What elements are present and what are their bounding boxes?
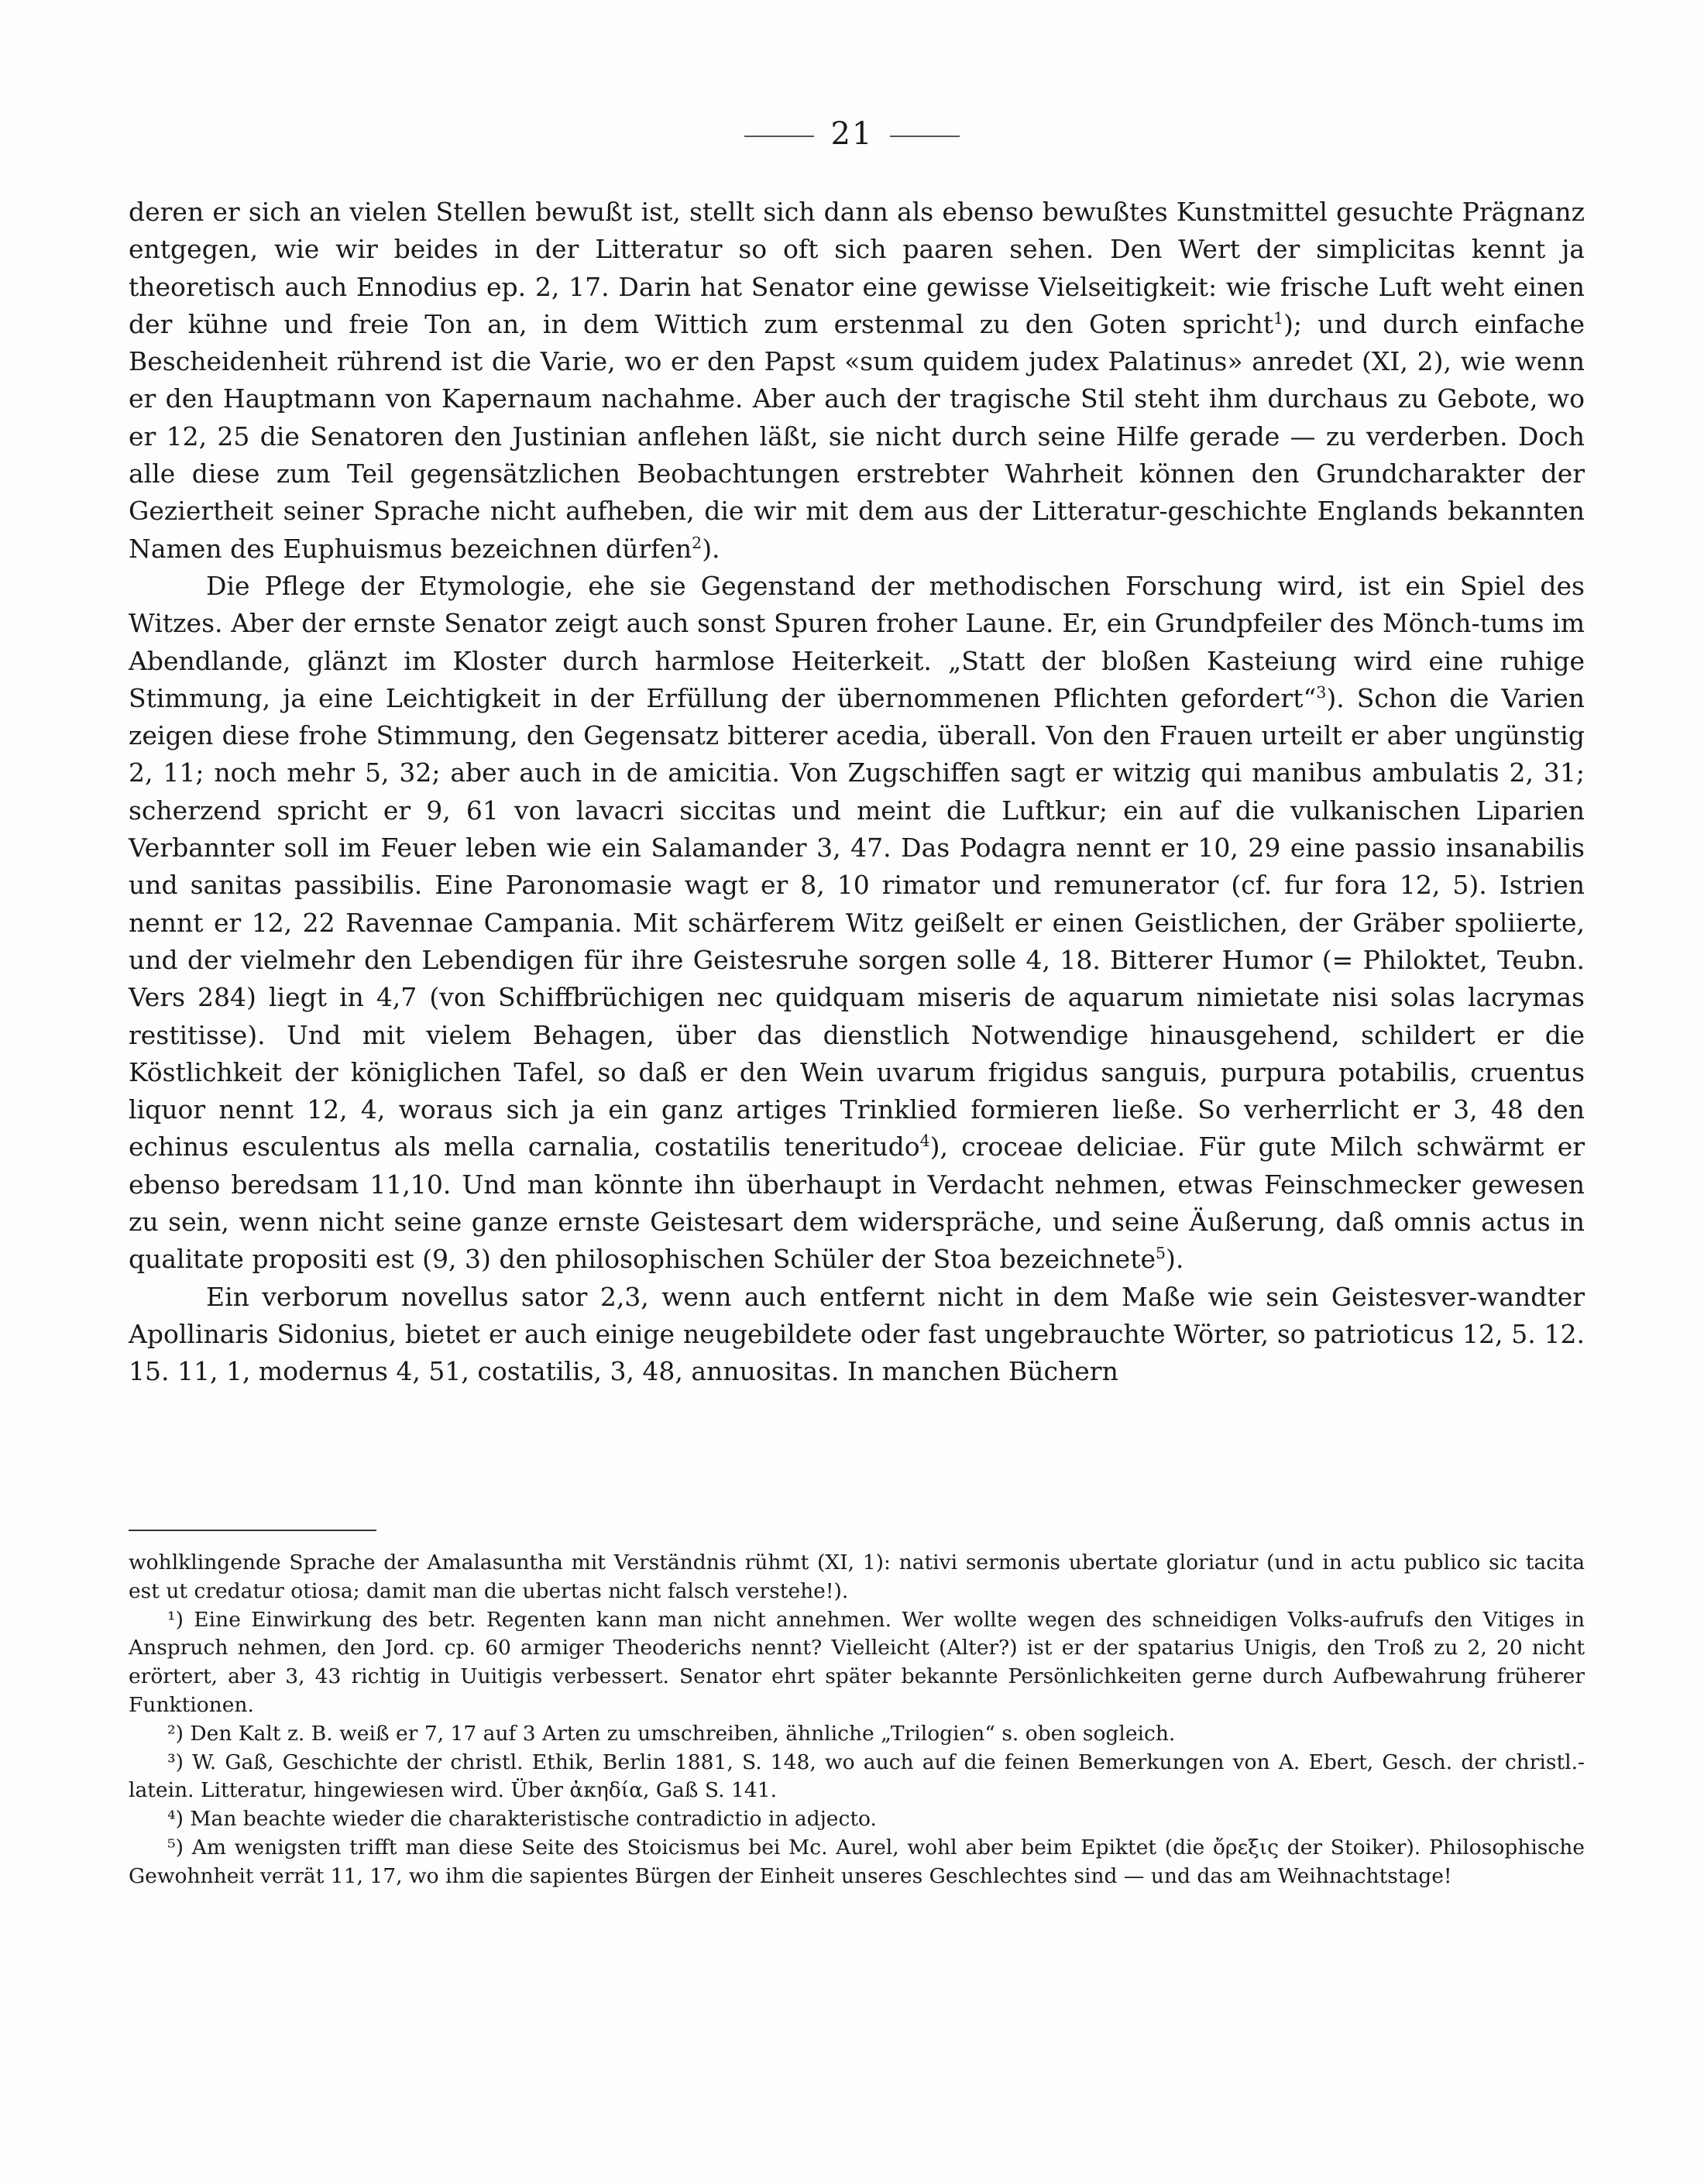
paragraph-2 <box>129 568 1585 1279</box>
footnotes <box>129 1549 1585 1891</box>
header-dash-right <box>890 136 960 137</box>
paragraph-2-text-d: ). <box>1166 1244 1184 1275</box>
footnote-4: ⁴) Man beachte wieder die charakteristische contradictio in adjecto. <box>167 1807 877 1832</box>
footnote-2: ²) Den Kalt z. B. weiß er 7, 17 auf 3 Arten zu umschreiben, ähnliche „Trilogien“ s. oben sogleich. <box>167 1721 1176 1746</box>
footnote-ref-5: 5 <box>1155 1244 1166 1263</box>
footnote-3: ³) W. Gaß, Geschichte der christl. Ethik, Berlin 1881, S. 148, wo auch auf die feinen Bemerkungen von A. Ebert, Gesch. der christl.-latein. Litteratur, hingewiesen wird. Über ἀκηδία, Gaß S. 141. <box>129 1750 1585 1803</box>
footnote-1: ¹) Eine Einwirkung des betr. Regenten kann man nicht annehmen. Wer wollte wegen des schneidigen Volks-aufrufs den Vitiges in Anspruch nehmen, den Jord. cp. 60 armiger Theoderichs nennt? Vielleicht (Alter?) ist er der spatarius Unigis, den Troß zu 2, 20 nicht erörtert, aber 3, 43 richtig in Uuitigis verbessert. Senator ehrt später bekannte Persönlichkeiten gerne durch Aufbewahrung früherer Funktionen. <box>129 1607 1585 1717</box>
footnote-ref-1: 1 <box>1273 308 1283 328</box>
footnote-rule <box>129 1530 376 1531</box>
paragraph-3-text: Ein verborum novellus sator 2,3, wenn auch entfernt nicht in dem Maße wie sein Geistesver-wandter Apollinaris Sidonius, bietet er auch einige neugebildete oder fast ungebrauchte Wörter, so patrioticus 12, 5. 12. 15. 11, 1, modernus 4, 51, costatilis, 3, 48, annuositas. In manchen Büchern <box>129 1281 1585 1387</box>
paragraph-2-text-b: ). Schon die Varien zeigen diese frohe Stimmung, den Gegensatz bitterer acedia, überall. Von den Frauen urteilt er aber ungünstig 2, 11; noch mehr 5, 32; aber auch in de amicitia. Von Zugschiffen sagt er witzig qui manibus ambulatis 2, 31; scherzend spricht er 9, 61 von lavacri siccitas und meint die Luftkur; ein auf die vulkanischen Liparien Verbannter soll im Feuer leben wie ein Salamander 3, 47. Das Podagra nennt er 10, 29 eine passio insanabilis und sanitas passibilis. Eine Paronomasie wagt er 8, 10 rimator und remunerator (cf. fur fora 12, 5). Istrien nennt er 12, 22 Ravennae Campania. Mit schärferem Witz geißelt er einen Geistlichen, der Gräber spoliierte, und der vielmehr den Lebendigen für ihre Geistesruhe sorgen solle 4, 18. Bitterer Humor (= Philoktet, Teubn. Vers 284) liegt in 4,7 (von Schiffbrüchigen nec quidquam miseris de aquarum nimietate nisi solas lacrymas restitisse). Und mit vielem Behagen, über das dienstlich Notwendige hinausgehend, schildert er die Köstlichkeit der königlichen Tafel, so daß er den Wein uvarum frigidus sanguis, purpura potabilis, cruentus liquor nennt 12, 4, woraus sich ja ein ganz artiges Trinklied formieren ließe. So verherrlicht er 3, 48 den echinus esculentus als mella carnalia, costatilis teneritudo <box>129 682 1585 1162</box>
footnote-ref-2: 2 <box>692 533 703 552</box>
paragraph-2-text: Die Pflege der Etymologie, ehe sie Gegenstand der methodischen Forschung wird, ist ein Spiel des Witzes. Aber der ernste Senator zeigt auch sonst Spuren froher Laune. Er, ein Grundpfeiler des Mönch-tums im Abendlande, glänzt im Kloster durch harmlose Heiterkeit. „Statt der bloßen Kasteiung wird eine ruhige Stimmung, ja eine Leichtigkeit in der Erfüllung der übernommenen Pflichten gefordert“ <box>129 570 1585 713</box>
footnote-5: ⁵) Am wenigsten trifft man diese Seite des Stoicismus bei Mc. Aurel, wohl aber beim Epiktet (die ὄρεξις der Stoiker). Philosophische Gewohnheit verrät 11, 17, wo ihm die sapientes Bürgen der Einheit unseres Geschlechtes sind — und das am Weihnachtstage! <box>129 1835 1585 1888</box>
paragraph-2-text-c: ), croceae deliciae. Für gute Milch schwärmt er ebenso beredsam 11,10. Und man könnte ihn überhaupt in Verdacht nehmen, etwas Feinschmecker gewesen zu sein, wenn nicht seine ganze ernste Geistesart dem widerspräche, und seine Äußerung, daß omnis actus in qualitate propositi est (9, 3) den philosophischen Schüler der Stoa bezeichnete <box>129 1131 1585 1275</box>
page-number: 21 <box>830 116 874 152</box>
paragraph-1: deren er sich an vielen Stellen bewußt ist, stellt sich dann als ebenso bewußtes Kunstmittel gesuchte Prägnanz entgegen, wie wir beides in der Litteratur so oft sich paaren sehen. Den Wert der simplicitas kennt ja theoretisch auch Ennodius ep. 2, 17. Darin hat Senator eine gewisse Vielseitigkeit: wie frische Luft weht einen der kühne und freie Ton an, in dem Wittich zum erstenmal zu den Goten spricht$^1$); und durch einfache Bescheidenheit rührend ist die Varie, wo er den Papst «sum quidem judex Palatinus» anredet (XI, 2), wie wenn er den Hauptmann von Kapernaum nachahme. Aber auch der tragische Stil steht ihm durchaus zu Gebote, wo er 12, 25 die Senatoren den Justinian anflehen läßt, sie nicht durch seine Hilfe gerade — zu verderben. Doch alle diese zum Teil gegensätzlichen Beobachtungen erstrebter Wahrheit können den Grundcharakter der Geziertheit seiner Sprache nicht aufheben, die wir mit dem aus der Litteratur-geschichte Englands bekannten Namen des Euphuismus bezeichnen dürfen$^2$). <box>129 197 1585 564</box>
footnote-ref-4: 4 <box>919 1131 930 1151</box>
paragraph-1-text-b: ; und durch einfache Bescheidenheit rührend ist die Varie, wo er den Papst «sum quidem judex Palatinus» anredet (XI, 2), wie wenn er den Hauptmann von Kapernaum nachahme. Aber auch der tragische Stil steht ihm durchaus zu Gebote, wo er 12, 25 die Senatoren den Justinian anflehen läßt, sie nicht durch seine Hilfe gerade — zu verderben. Doch alle diese zum Teil gegensätzlichen Beobachtungen erstrebter Wahrheit können den Grundcharakter der Geziertheit seiner Sprache nicht aufheben, die wir mit dem aus der Litteratur-geschichte Englands bekannten Namen des Euphuismus bezeichnen dürfen <box>129 308 1585 564</box>
main-text <box>129 194 1585 1391</box>
footnote-continuation: wohlklingende Sprache der Amalasuntha mit Verständnis rühmt (XI, 1): nativi sermonis ubertate gloriatur (und in actu publico sic tacita est ut credatur otiosa; damit man die ubertas nicht falsch verstehe!). <box>129 1550 1585 1603</box>
paragraph-3 <box>129 1279 1585 1391</box>
header-dash-left <box>744 136 814 137</box>
footnote-ref-3: 3 <box>1316 682 1327 702</box>
paragraph-1-text: deren er sich an vielen Stellen bewußt ist, stellt sich dann als ebenso bewußtes Kunstmittel gesuchte Prägnanz entgegen, wie wir beides in der Litteratur so oft sich paaren sehen. Den Wert der simplicitas kennt ja theoretisch auch Ennodius ep. 2, 17. Darin hat Senator eine gewisse Vielseitigkeit: wie frische Luft weht einen der kühne und freie Ton an, in dem Wittich zum erstenmal zu den Goten spricht <box>129 197 1585 339</box>
page-header <box>0 116 1704 152</box>
paragraph-1-text-c: ). <box>702 533 720 564</box>
